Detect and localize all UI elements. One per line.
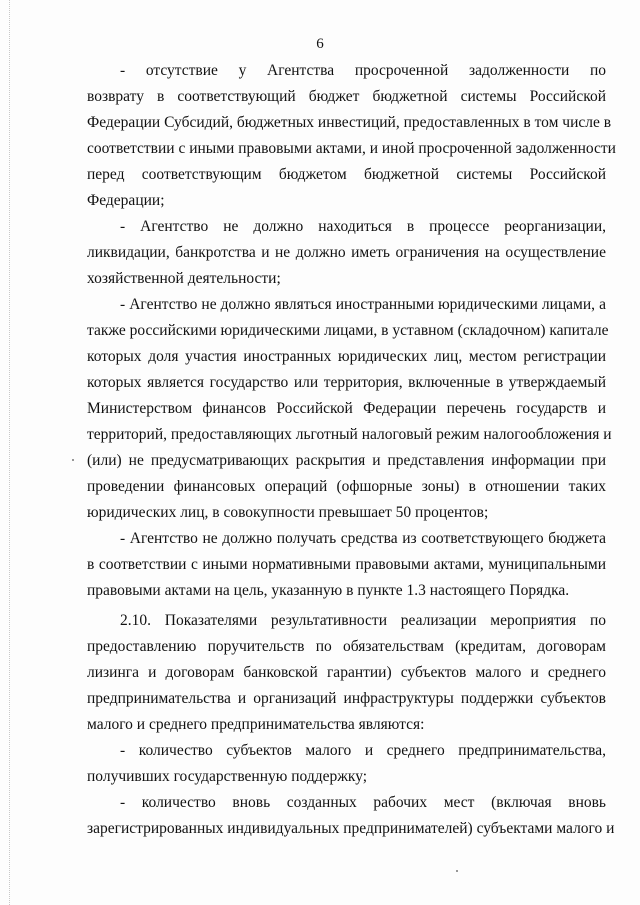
text-line: перед соответствующим бюджетом бюджетной системы Российской: [87, 166, 606, 183]
text-line: юридических лиц, в совокупности превышает 50 процентов;: [87, 504, 489, 521]
text-line: территорий, предоставляющих льготный налоговый режим налогообложения и: [87, 426, 612, 443]
text-line: лизинга и договорам банковской гарантии) субъектов малого и среднего: [87, 664, 606, 681]
text-line: предоставлению поручительств по обязательствам (кредитам, договорам: [87, 638, 606, 655]
text-line: Федерации;: [87, 192, 165, 209]
text-line: предпринимательства и организаций инфраструктуры поддержки субъектов: [87, 690, 606, 707]
text-line: - количество субъектов малого и среднего предпринимательства,: [120, 742, 606, 759]
text-line: 2.10. Показателями результативности реализации мероприятия по: [120, 612, 606, 629]
text-line: соответствии с иными правовыми актами, и иной просроченной задолженности: [87, 140, 616, 157]
text-line: ликвидации, банкротства и не должно иметь ограничения на осуществление: [87, 244, 606, 261]
text-line: - количество вновь созданных рабочих мест (включая вновь: [120, 794, 606, 811]
text-line: в соответствии с иными нормативными правовыми актами, муниципальными: [87, 556, 606, 573]
text-line: Федерации Субсидий, бюджетных инвестиций, предоставленных в том числе в: [87, 114, 612, 131]
text-line: - Агентство не должно находиться в процессе реорганизации,: [120, 218, 606, 235]
text-line: (или) не предусматривающих раскрытия и представления информации при: [87, 452, 606, 469]
scan-edge: [0, 0, 10, 905]
scan-speck: [456, 870, 458, 872]
text-line: которых является государство или территория, включенные в утверждаемый: [87, 374, 606, 391]
text-line: зарегистрированных индивидуальных предпринимателей) субъектами малого и: [87, 820, 615, 837]
text-line: проведении финансовых операций (офшорные зоны) в отношении таких: [87, 478, 606, 495]
scan-speck: [72, 459, 74, 461]
page-number: 6: [316, 36, 324, 52]
text-line: - Агентство не должно получать средства из соответствующего бюджета: [120, 530, 606, 547]
text-line: возврату в соответствующий бюджет бюджетной системы Российской: [87, 88, 606, 105]
text-line: - Агентство не должно являться иностранными юридическими лицами, а: [120, 296, 606, 313]
text-line: хозяйственной деятельности;: [87, 270, 281, 287]
text-line: также российскими юридическими лицами, в уставном (складочном) капитале: [87, 322, 609, 339]
text-line: которых доля участия иностранных юридических лиц, местом регистрации: [87, 348, 606, 365]
text-line: - отсутствие у Агентства просроченной задолженности по: [120, 62, 606, 79]
text-line: получивших государственную поддержку;: [87, 768, 368, 785]
text-line: правовыми актами на цель, указанную в пункте 1.3 настоящего Порядка.: [87, 582, 570, 599]
text-line: малого и среднего предпринимательства являются:: [87, 716, 425, 733]
text-line: Министерством финансов Российской Федерации перечень государств и: [87, 400, 606, 417]
